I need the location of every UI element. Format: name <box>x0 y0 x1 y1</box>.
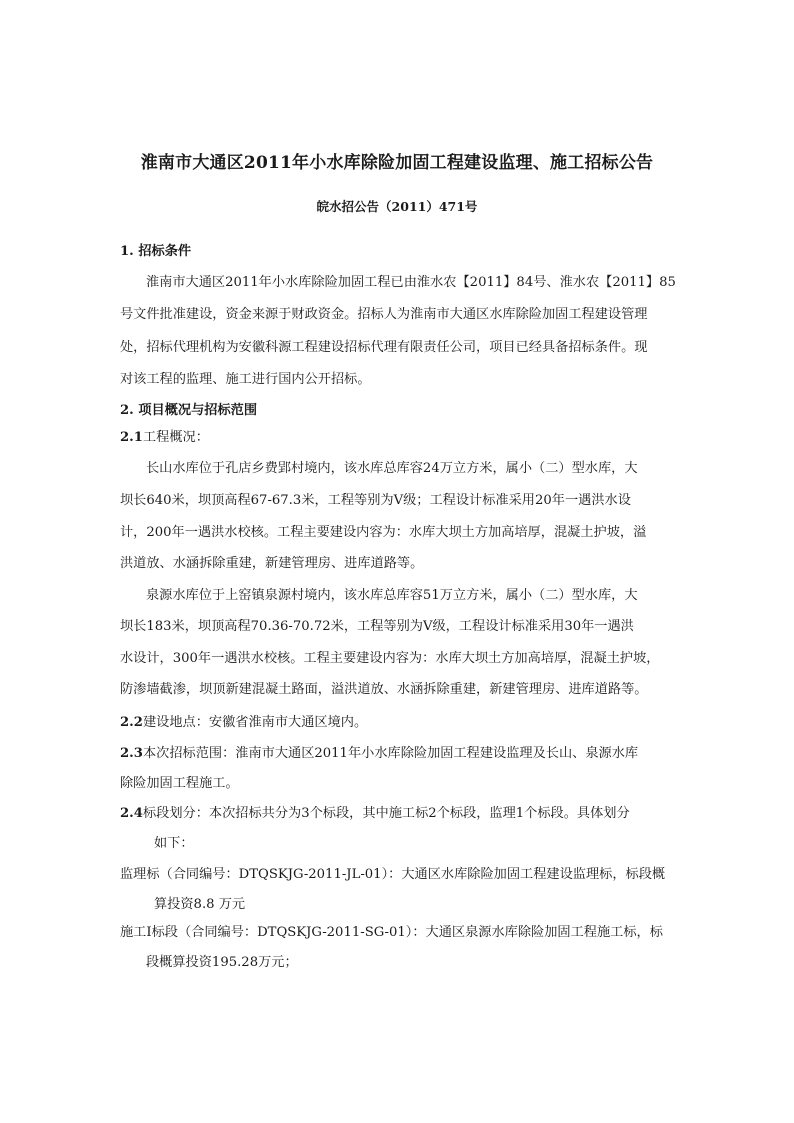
paragraph-changshan-line: 洪道放、水涵拆除重建，新建管理房、进库道路等。 <box>120 556 424 571</box>
lot-construction-1-continued: 段概算投资195.28万元； <box>146 955 298 970</box>
subsection-number: 2.1 <box>120 430 143 445</box>
lot-construction-1: 施工Ⅰ标段（合同编号：DTQSKJG-2011-SG-01）：大通区泉源水库除险加固工程施工标，标 <box>120 925 663 940</box>
document-title: 淮南市大通区2011年小水库除险加固工程建设监理、施工招标公告 <box>140 153 654 173</box>
section-1-line: 处，招标代理机构为安徽科源工程建设招标代理有限责任公司，项目已经具备招标条件。现 <box>120 340 648 355</box>
subsection-number: 2.4 <box>120 806 143 821</box>
subsection-2-3-continued: 除险加固工程施工。 <box>120 776 239 791</box>
lot-supervision: 监理标（合同编号：DTQSKJG-2011-JL-01）：大通区水库除险加固工程建设监理标，标段概 <box>120 867 666 882</box>
subsection-2-3 <box>120 747 638 760</box>
subsection-text: 本次招标范围：淮南市大通区2011年小水库除险加固工程建设监理及长山、泉源水库 <box>142 746 639 761</box>
subsection-number: 2.2 <box>120 715 143 730</box>
section-1-heading: 1. 招标条件 <box>120 244 192 259</box>
subsection-2-1 <box>120 431 209 444</box>
subsection-2-4-continued: 如下： <box>154 836 194 851</box>
subsection-2-2 <box>120 716 367 729</box>
subsection-2-4 <box>120 807 630 820</box>
paragraph-changshan-line: 坝长640米，坝顶高程67-67.3米，工程等别为V级；工程设计标准采用20年一遇洪水设 <box>120 493 631 508</box>
section-1-line: 号文件批准建设，资金来源于财政资金。招标人为淮南市大通区水库除险加固工程建设管理 <box>120 307 648 322</box>
paragraph-changshan-line: 计，200年一遇洪水校核。工程主要建设内容为：水库大坝土方加高培厚，混凝土护坡，溢 <box>120 525 647 540</box>
document-number: 皖水招公告（2011）471号 <box>316 199 478 214</box>
paragraph-changshan-line: 长山水库位于孔店乡费郢村境内，该水库总库容24万立方米，属小（二）型水库，大 <box>146 461 638 476</box>
section-1-line: 对该工程的监理、施工进行国内公开招标。 <box>120 372 371 387</box>
subsection-number: 2.3 <box>120 746 143 761</box>
paragraph-quanyuan-line: 坝长183米，坝顶高程70.36-70.72米，工程等别为V级，工程设计标准采用30年一遇洪 <box>120 619 634 634</box>
subsection-text: 建设地点：安徽省淮南市大通区境内。 <box>142 715 368 730</box>
paragraph-quanyuan-line: 水设计，300年一遇洪水校核。工程主要建设内容为：水库大坝土方加高培厚，混凝土护坡， <box>120 651 660 666</box>
paragraph-quanyuan-line: 防渗墙截渗，坝顶新建混凝土路面，溢洪道放、水涵拆除重建，新建管理房、进库道路等。 <box>120 682 648 697</box>
subsection-label: 工程概况： <box>142 430 209 445</box>
paragraph-quanyuan-line: 泉源水库位于上窑镇泉源村境内，该水库总库容51万立方米，属小（二）型水库，大 <box>146 588 638 603</box>
section-2-heading: 2. 项目概况与招标范围 <box>120 403 258 418</box>
subsection-text: 标段划分：本次招标共分为3个标段，其中施工标2个标段，监理1个标段。具体划分 <box>142 806 630 821</box>
section-1-line: 淮南市大通区2011年小水库除险加固工程已由淮水农【2011】84号、淮水农【2011】85 <box>146 275 676 290</box>
lot-supervision-continued: 算投资8.8 万元 <box>154 897 246 912</box>
